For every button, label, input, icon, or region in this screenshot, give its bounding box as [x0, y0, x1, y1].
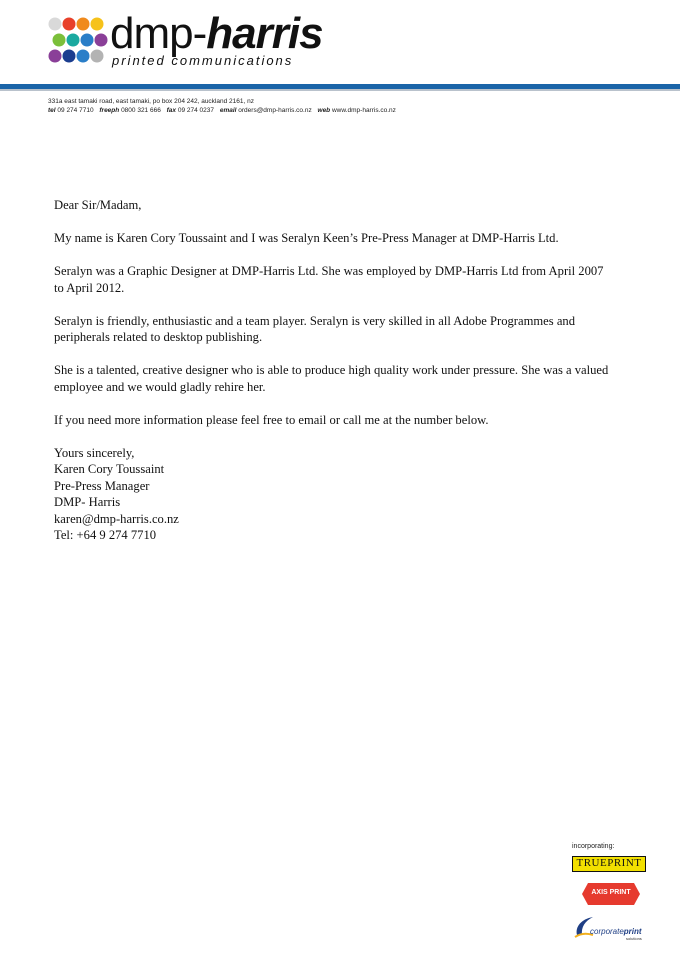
brand-name-light: dmp-: [110, 9, 207, 58]
brand-wordmark: [110, 9, 410, 70]
brand-tagline: printed communications: [112, 53, 294, 68]
corporate-print-logo: [590, 927, 642, 936]
incorporating-label: incorporating:: [572, 843, 615, 850]
trueprint-logo: TRUEPRINT: [572, 856, 646, 872]
corporate-print-sub: solutions: [626, 936, 642, 941]
signature-phone: Tel: +64 9 274 7710: [54, 528, 157, 542]
closing: Yours sincerely,: [54, 445, 135, 460]
signature-name: Karen Cory Toussaint: [54, 462, 165, 476]
paragraph: If you need more information please feel free to email or call me at the number below.: [54, 412, 489, 427]
paragraph: Seralyn is friendly, enthusiastic and a team player. Seralyn is very skilled in all Adobe Programmes and peripherals related to desktop publishing.: [54, 313, 575, 344]
salutation: Dear Sir/Madam,: [54, 198, 142, 212]
signature-email: karen@dmp-harris.co.nz: [54, 511, 179, 526]
brand-name-heavy: harris: [206, 9, 323, 58]
contact-value-tel: 09 274 7710: [57, 107, 94, 114]
dmp-harris-logo-icon: [46, 17, 108, 71]
company-contact-line: [48, 106, 396, 116]
contact-label-tel: tel: [48, 107, 56, 114]
contact-value-web: www.dmp-harris.co.nz: [331, 107, 396, 114]
signature-title: Pre-Press Manager: [54, 478, 150, 493]
contact-value-email: orders@dmp-harris.co.nz: [238, 107, 312, 114]
header-rule-light: [0, 89, 680, 91]
letterhead: [0, 0, 680, 120]
paragraph: She is a talented, creative designer who is able to produce high quality work under pressure. She was a valued employee and we would gladly rehire her.: [54, 363, 609, 394]
contact-label-fax: fax: [166, 107, 177, 114]
signature-company: DMP- Harris: [54, 495, 121, 509]
brand-name: [110, 10, 323, 58]
paragraph: My name is Karen Cory Toussaint and I was Seralyn Keen’s Pre-Press Manager at DMP-Harris Ltd.: [54, 231, 559, 245]
company-address: 331a east tamaki road, east tamaki, po box 204 242, auckland 2161, nz: [48, 98, 254, 105]
contact-label-web: web: [317, 107, 331, 114]
signoff-block: [54, 445, 614, 544]
letter-body: [54, 197, 614, 544]
paragraph: Seralyn was a Graphic Designer at DMP-Harris Ltd. She was employed by DMP-Harris Ltd from April 2007 to April 2012.: [54, 264, 604, 295]
contact-label-email: email: [219, 107, 237, 114]
axis-print-logo-text: AXIS PRINT: [591, 889, 631, 896]
corporate-print-bold: print: [623, 927, 642, 936]
contact-value-freeph: 0800 321 666: [121, 107, 161, 114]
contact-label-freeph: freeph: [99, 107, 120, 114]
contact-value-fax: 09 274 0237: [177, 107, 215, 114]
corporate-print-light: corporate: [590, 927, 624, 936]
